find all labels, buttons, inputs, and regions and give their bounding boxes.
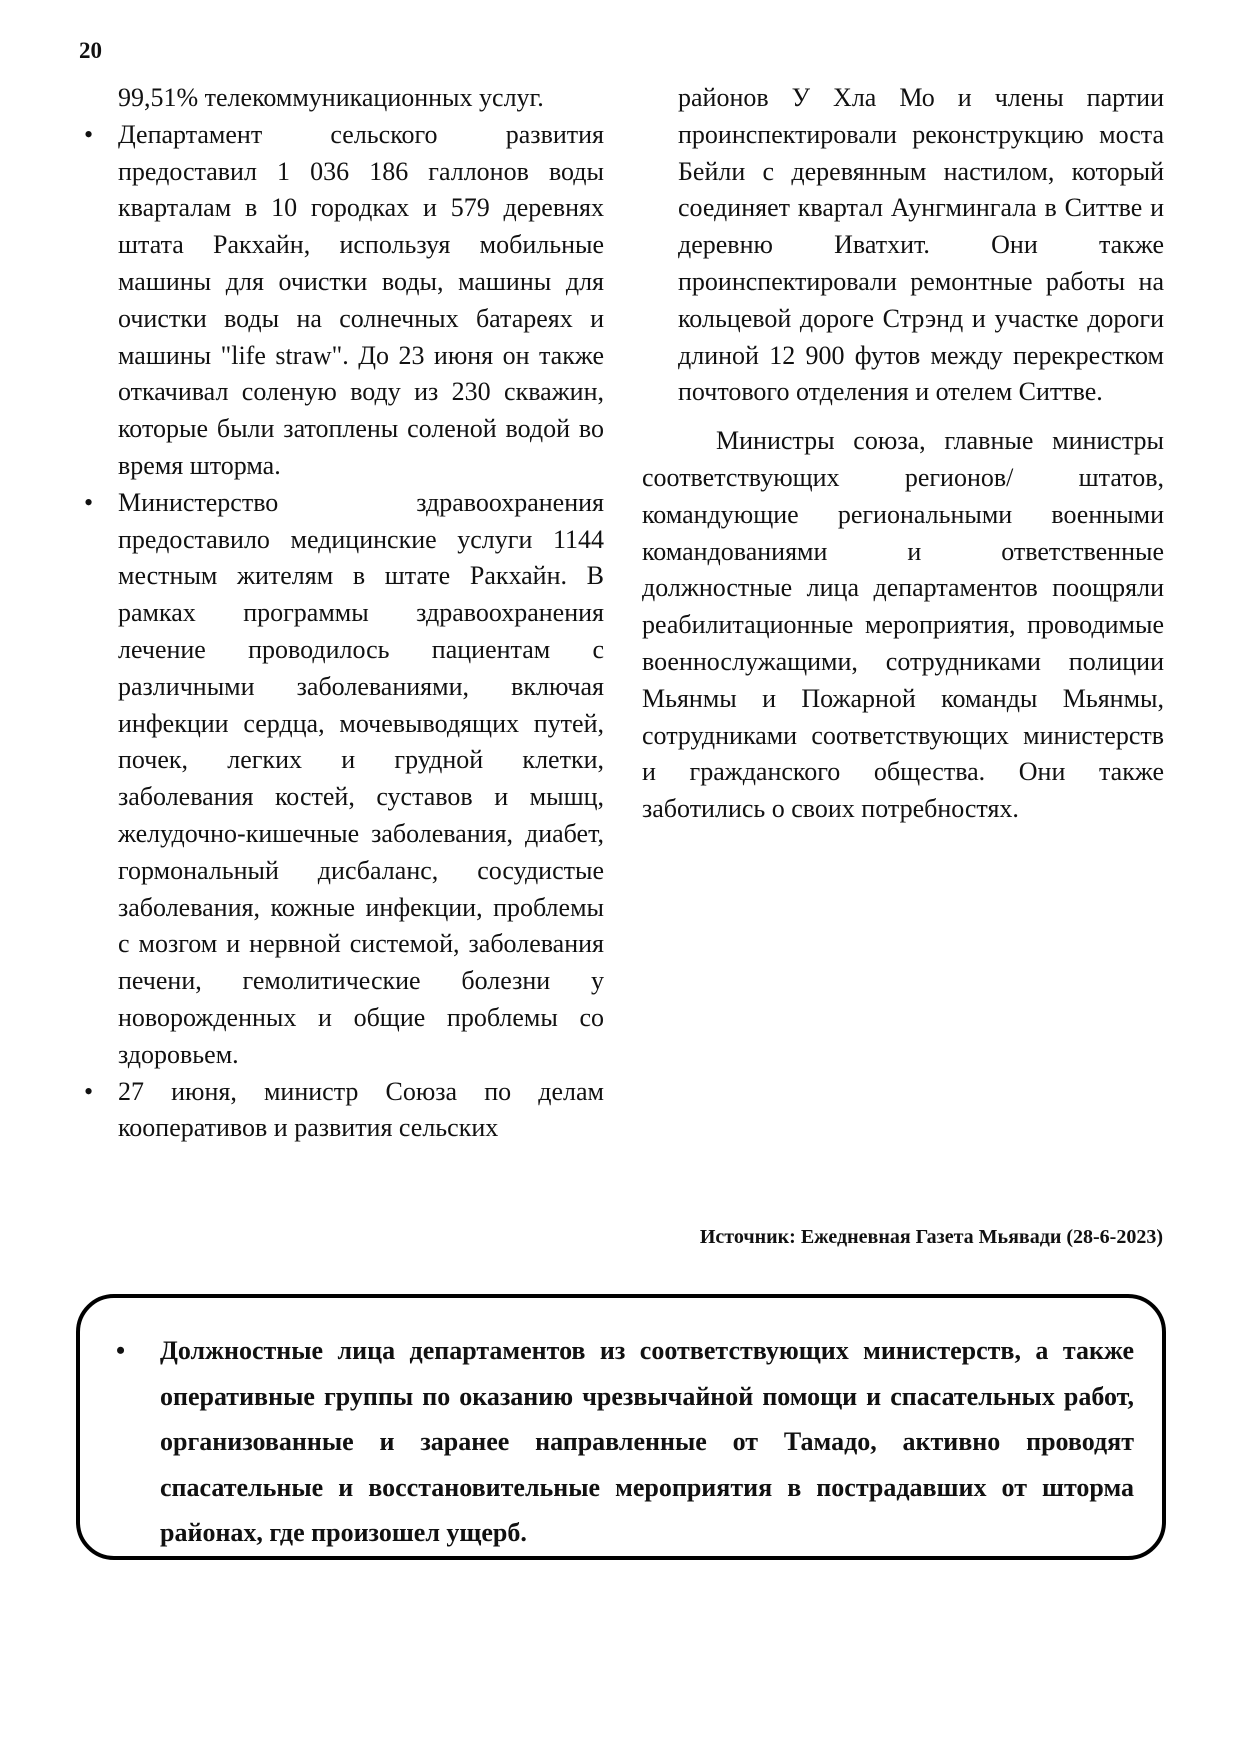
left-column	[84, 80, 604, 1147]
bullet-union-minister: • 27 июня, министр Союза по делам кооперативов и развития сельских	[84, 1074, 604, 1148]
highlight-item	[104, 1328, 1134, 1556]
left-continuation-text: 99,51% телекоммуникационных услуг.	[118, 83, 544, 112]
bullet-rural-development: • Департамент сельского развития предоставил 1 036 186 галлонов воды кварталам в 10 городках и 579 деревнях штата Ракхайн, используя мобильные машины для очистки воды, машины для очистки воды на солнечных батареях и машины "life straw". До 23 июня он также откачивал соленую воду из 230 скважин, которые были затоплены соленой водой во время шторма.	[84, 117, 604, 485]
highlight-box	[76, 1294, 1166, 1560]
bullet-health-ministry: • Министерство здравоохранения предоставило медицинские услуги 1144 местным жителям в штате Ракхайн. В рамках программы здравоохранения лечение проводилось пациентам с различными заболеваниями, включая инфекции сердца, мочевыводящих путей, почек, легких и грудной клетки, заболевания костей, суставов и мышц, желудочно-кишечные заболевания, диабет, гормональный дисбаланс, сосудистые заболевания, кожные инфекции, проблемы с мозгом и нервной системой, заболевания печени, гемолитические болезни у новорожденных и общие проблемы со здоровьем.	[84, 485, 604, 1074]
right-continuation-text: районов У Хла Мо и члены партии проинспектировали реконструкцию моста Бейли с деревянным настилом, который соединяет квартал Аунгмингала в Ситтве и деревню Иватхит. Они также проинспектировали ремонтные работы на кольцевой дороге Стрэнд и участке дороги длиной 12 900 футов между перекрестком почтового отделения и отелем Ситтве.	[678, 83, 1164, 407]
bullet-dot-icon: •	[116, 1336, 126, 1365]
highlight-text: Должностные лица департаментов из соответствующих министерств, а также оперативные группы по оказанию чрезвычайной помощи и спасательных работ, организованные и заранее направленные от Тамадо, активно проводят спасательные и восстановительные мероприятия в пострадавших от шторма районах, где произошел ущерб.	[160, 1336, 1134, 1547]
source-citation: Источник: Ежедневная Газета Мьявади (28-6-2023)	[699, 1226, 1163, 1248]
page-number: 20	[79, 38, 102, 63]
ministers-paragraph: Министры союза, главные министры соответствующих регионов/ штатов, командующие региональными военными командованиями и ответственные должностные лица департаментов поощряли реабилитационные мероприятия, проводимые военнослужащими, сотрудниками полиции Мьянмы и Пожарной команды Мьянмы, сотрудниками соответствующих министерств и гражданского общества. Они также заботились о своих потребностях.	[642, 426, 1164, 824]
bullet-list	[84, 117, 604, 1147]
right-column	[642, 80, 1164, 828]
